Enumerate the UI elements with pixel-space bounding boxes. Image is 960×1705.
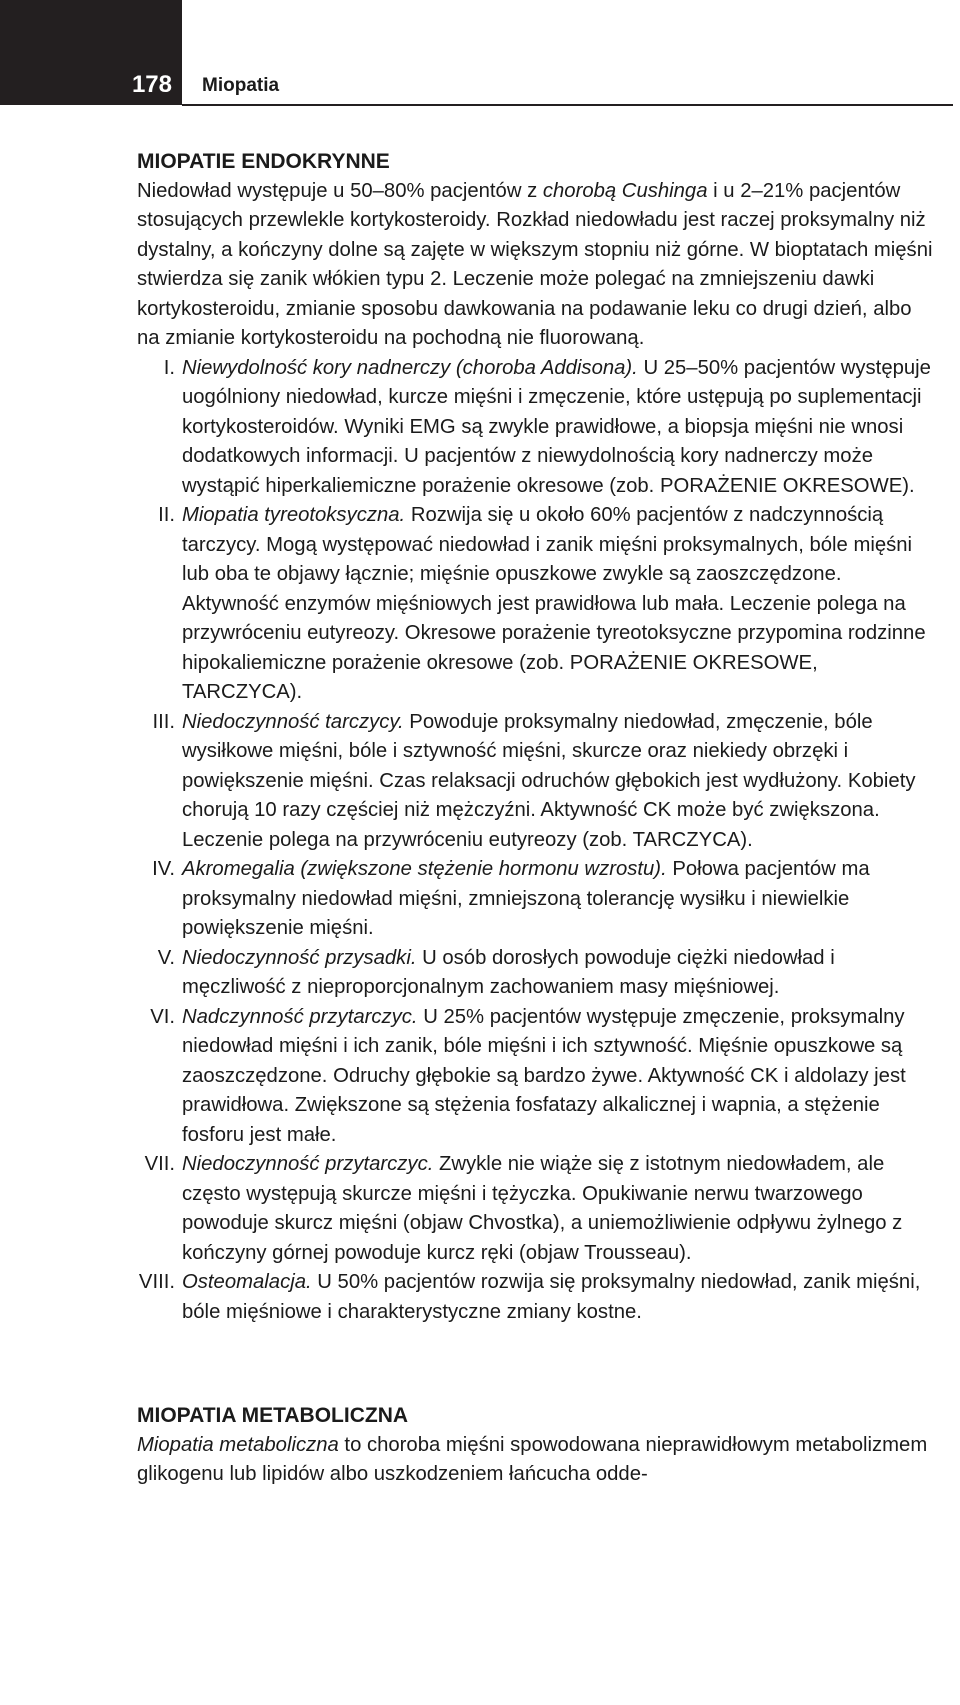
list-item <box>137 1268 937 1327</box>
intro-text: i u 2–21% pacjentów stosujących przewlekle kortykosteroidy. Rozkład niedowładu jest raczej proksymalny niż dystalny, a kończyny dolne są zajęte w większym stopniu niż górne. W bioptatach mięśni stwierdza się zanik włókien typu 2. Leczenie może polegać na zmniejszeniu dawki kortykosteroidu, zmianie sposobu dawkowania na podawanie leku co drugi dzień, albo na zmianie kortykosteroidu na pochodną nie fluorowaną. <box>137 179 933 349</box>
section-intro-paragraph <box>137 177 937 354</box>
list-item-term: Akromegalia (zwiększone stężenie hormonu wzrostu). <box>182 858 667 880</box>
list-item-number: V. <box>157 946 175 969</box>
list-item-term: Miopatia tyreotoksyczna. <box>182 504 406 526</box>
list-item-term: Niedoczynność tarczycy. <box>182 710 404 733</box>
list-item-text: Połowa pacjentów ma proksymalny niedowład mięśni, zmniejszoną tolerancję wysiłku i niewielkie powiększenie mięśni. <box>182 858 870 939</box>
page-number-tab <box>0 0 182 105</box>
list-item-number: VIII. <box>138 1271 175 1293</box>
intro-text: to choroba mięśni spowodowana nieprawidłowym metabolizmem glikogenu lub lipidów albo uszkodzeniem łańcucha odde- <box>137 1433 928 1485</box>
list-item-text: Rozwija się u około 60% pacjentów z nadczynnością tarczycy. Mogą występować niedowład i zanik mięśni proksymalnych, bóle mięśni lub oba te objawy łącznie; mięśnie opuszkowe zwykle są zaoszczędzone. Aktywność enzymów mięśniowych jest prawidłowa lub mała. Leczenie polega na przywróceniu eutyreozy. Okresowe porażenie tyreotoksyczne przypomina rodzinne hipokaliemiczne porażenie okresowe (zob. PORAŻENIE OKRESOWE, TARCZYCA). <box>182 504 926 703</box>
intro-term: Miopatia metaboliczna <box>137 1433 339 1456</box>
list-item-text: U 25–50% pacjentów występuje uogólniony niedowład, kurcze mięśni i zmęczenie, które ustępują po suplementacji kortykosteroidów. Wyniki EMG są zwykle prawidłowe, a biopsja mięśni nie wnosi dodatkowych informacji. U pacjentów z niewydolnością kory nadnerczy może wystąpić hiperkaliemiczne porażenie okresowe (zob. PORAŻENIE OKRESOWE). <box>182 356 931 497</box>
header-rule <box>182 104 953 106</box>
list-item-text: U osób dorosłych powoduje ciężki niedowład i męczliwość z nieproporcjonalnym zachowaniem masy mięśniowej. <box>182 946 835 998</box>
list-item-term: Osteomalacja. <box>182 1271 312 1293</box>
intro-text: Niedowład występuje u 50–80% pacjentów z <box>137 179 543 202</box>
list-item-term: Niedoczynność przytarczyc. <box>182 1153 434 1175</box>
list-item-term: Nadczynność przytarczyc. <box>182 1005 418 1028</box>
list-item-term: Niewydolność kory nadnerczy (choroba Addisona). <box>182 356 638 379</box>
list-item-number: IV. <box>152 858 175 880</box>
list-item <box>137 855 937 944</box>
list-item <box>137 354 937 502</box>
list-item <box>137 1150 937 1268</box>
list-item-number: VII. <box>144 1153 175 1175</box>
list-item <box>137 501 937 708</box>
page-number: 178 <box>131 71 172 98</box>
intro-term: chorobą Cushinga <box>542 179 708 202</box>
running-title: Miopatia <box>202 75 280 96</box>
list-item <box>137 708 937 856</box>
section-heading-endocrine: MIOPATIE ENDOKRYNNE <box>137 150 390 173</box>
list-item <box>137 1003 937 1151</box>
endocrine-myopathy-list <box>137 354 937 1328</box>
section-intro-paragraph <box>137 1431 937 1490</box>
list-item <box>137 944 937 1003</box>
list-item-text: Powoduje proksymalny niedowład, zmęczenie, bóle wysiłkowe mięśni, bóle i sztywność mięśni, skurcze oraz niekiedy obrzęki i powiększenie mięśni. Czas relaksacji odruchów głębokich jest wydłużony. Kobiety chorują 10 razy częściej niż mężczyźni. Aktywność CK może być zwiększona. Leczenie polega na przywróceniu eutyreozy (zob. TARCZYCA). <box>182 710 916 851</box>
list-item-text: U 50% pacjentów rozwija się proksymalny niedowład, zanik mięśni, bóle mięśniowe i charakterystyczne zmiany kostne. <box>182 1271 921 1323</box>
list-item-number: VI. <box>150 1005 175 1028</box>
list-item-number: I. <box>163 356 175 379</box>
list-item-text: Zwykle nie wiąże się z istotnym niedowładem, ale często występują skurcze mięśni i tężyczka. Opukiwanie nerwu twarzowego powoduje skurcz mięśni (objaw Chvostka), a uniemożliwienie odpływu żylnego z kończyny górnej powoduje kurcz ręki (objaw Trousseau). <box>182 1153 903 1264</box>
list-item-number: III. <box>152 710 175 733</box>
section-heading-metabolic: MIOPATIA METABOLICZNA <box>137 1404 409 1427</box>
page-body <box>137 147 937 1490</box>
list-item-text: U 25% pacjentów występuje zmęczenie, proksymalny niedowład mięśni i ich zanik, bóle mięśni i ich sztywność. Mięśnie opuszkowe są zaoszczędzone. Odruchy głębokie są bardzo żywe. Aktywność CK i aldolazy jest prawidłowa. Zwiększone są stężenia fosfatazy alkalicznej i wapnia, a stężenie fosforu jest małe. <box>182 1005 906 1146</box>
list-item-term: Niedoczynność przysadki. <box>182 946 417 969</box>
list-item-number: II. <box>158 504 175 526</box>
